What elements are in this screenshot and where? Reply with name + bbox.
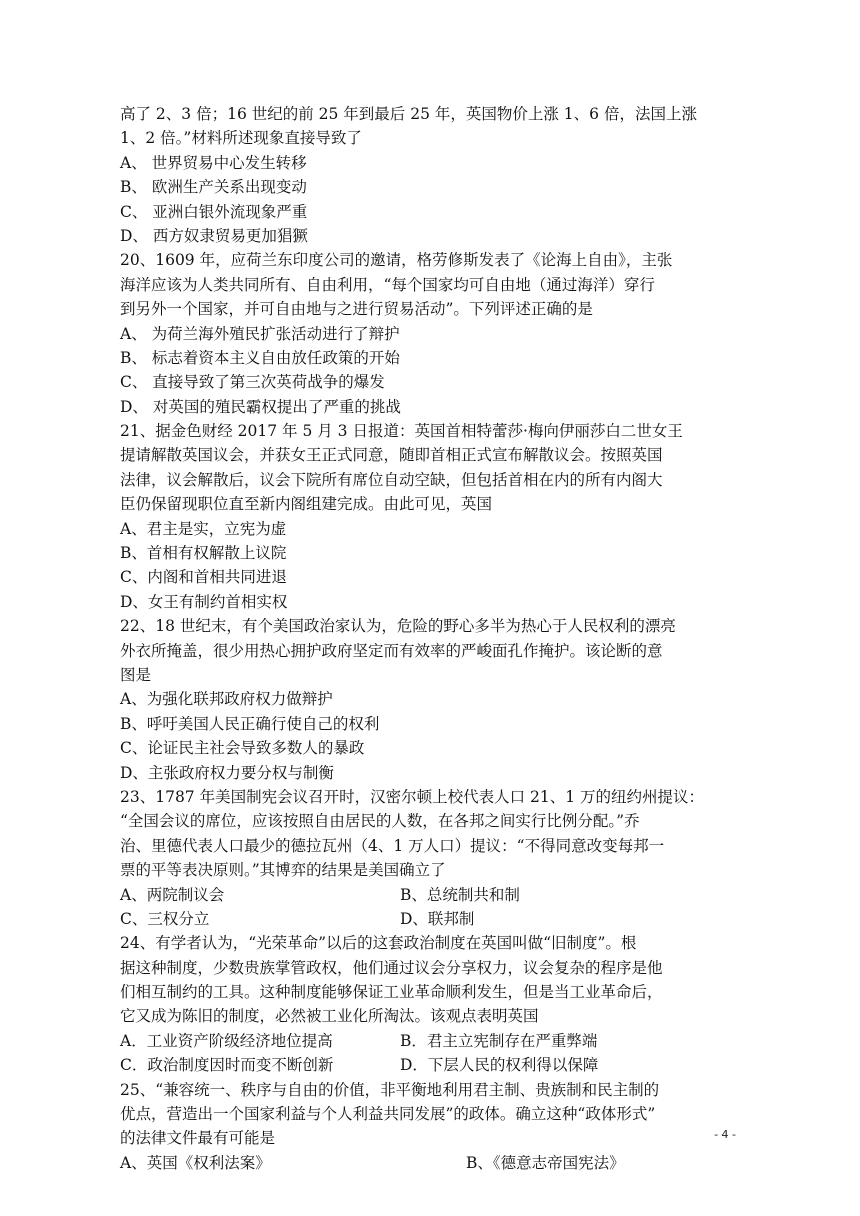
stem-line: 图是 [120,665,152,684]
stem-line: 到另外一个国家，并可自由地与之进行贸易活动”。下列评述正确的是 [120,300,593,319]
question-25-options [120,1151,760,1175]
stem-line: 票的平等表决原则。”其博弈的结果是美国确立了 [120,861,446,880]
stem-line: 的法律文件最有可能是 [120,1129,276,1148]
stem-line: 们相互制约的工具。这种制度能够保证工业革命顺利发生，但是当工业革命后， [120,983,663,1002]
stem-line: 臣仍保留现职位直至新内阁组建完成。由此可见，英国 [120,495,493,514]
stem-line: 24、有学者认为，“光荣革命”以后的这套政治制度在英国叫做“旧制度”。根 [120,934,637,953]
option-b: B、首相有权解散上议院 [120,544,287,563]
question-24-options [120,1029,760,1078]
stem-line: 23、1787 年美国制宪会议召开时，汉密尔顿上校代表人口 21、1 万的纽约州提议： [120,787,705,806]
question-21-stem [120,419,760,517]
option-row [120,907,760,931]
question-25-stem [120,1078,760,1151]
stem-line: “全国会议的席位，应该按照自由居民的人数，在各邦之间实行比例分配。”乔 [120,812,640,831]
stem-line: 它又成为陈旧的制度，必然被工业化所淘汰。该观点表明英国 [120,1007,539,1026]
option-a: A．工业资产阶级经济地位提高 [120,1031,333,1050]
option-d: D、主张政府权力要分权与制衡 [120,763,334,782]
option-b: B、《德意志帝国宪法》 [466,1153,625,1172]
option-d: D、 对英国的殖民霸权提出了严重的挑战 [120,397,401,416]
question-20-stem [120,248,760,321]
option-c: C、内阁和首相共同进退 [120,568,287,587]
option-a: A、 世界贸易中心发生转移 [120,153,307,172]
option-a: A、英国《权利法案》 [120,1153,271,1172]
question-22-options [120,687,760,785]
option-row [120,1053,760,1077]
option-b: B、 标志着资本主义自由放任政策的开始 [120,348,400,367]
stem-line: 20、1609 年，应荷兰东印度公司的邀请，格劳修斯发表了《论海上自由》，主张 [120,251,673,270]
stem-line: 高了 2、3 倍；16 世纪的前 25 年到最后 25 年，英国物价上涨 1、6 倍，法国上涨 [120,105,697,123]
option-c: C、三权分立 [120,909,210,928]
question-24-stem [120,931,760,1029]
question-19-options [120,151,760,249]
option-a: A、君主是实，立宪为虚 [120,519,287,538]
option-d: D、 西方奴隶贸易更加猖獗 [120,226,308,245]
option-b: B、总统制共和制 [400,885,520,904]
option-d: D、女王有制约首相实权 [120,592,288,611]
stem-line: 21、据金色财经 2017 年 5 月 3 日报道：英国首相特蕾莎·梅向伊丽莎白二世女王 [120,422,683,441]
stem-line: 优点，营造出一个国家利益与个人利益共同发展”的政体。确立这种“政体形式” [120,1105,656,1124]
question-23-options [120,883,760,932]
stem-line: 提请解散英国议会，并获女王正式同意，随即首相正式宣布解散议会。按照英国 [120,446,663,465]
stem-line: 据这种制度，少数贵族掌管政权，他们通过议会分享权力，议会复杂的程序是他 [120,958,663,977]
exam-content [120,102,760,1175]
question-20-options [120,322,760,420]
option-c: C、论证民主社会导致多数人的暴政 [120,739,365,758]
option-d: D、联邦制 [400,909,475,928]
stem-line: 22、18 世纪末，有个美国政治家认为，危险的野心多半为热心于人民权利的漂亮 [120,617,676,636]
stem-line: 外衣所掩盖，很少用热心拥护政府坚定而有效率的严峻面孔作掩护。该论断的意 [120,641,663,660]
stem-line: 1、2 倍。”材料所述现象直接导致了 [120,129,362,148]
stem-line: 海洋应该为人类共同所有、自由利用，“每个国家均可自由地（通过海洋）穿行 [120,275,655,294]
option-row [120,1029,760,1053]
option-a: A、两院制议会 [120,885,225,904]
stem-line: 治、里德代表人口最少的德拉瓦州（4、1 万人口）提议：“不得同意改变每邦一 [120,836,665,855]
stem-line: 法律，议会解散后，议会下院所有席位自动空缺，但包括首相在内的所有内阁大 [120,470,663,489]
page-number: - 4 - [714,1128,736,1141]
option-row [120,1151,760,1175]
option-d: D．下层人民的权利得以保障 [400,1056,599,1075]
question-22-stem [120,614,760,687]
option-c: C、 亚洲白银外流现象严重 [120,202,308,221]
option-a: A、为强化联邦政府权力做辩护 [120,690,333,709]
stem-line: 25、“兼容统一、秩序与自由的价值，非平衡地利用君主制、贵族制和民主制的 [120,1080,660,1099]
option-c: C、 直接导致了第三次英荷战争的爆发 [120,373,385,392]
question-23-stem [120,785,760,883]
question-19-stem [120,102,760,151]
question-21-options [120,517,760,615]
option-b: B．君主立宪制存在严重弊端 [400,1031,598,1050]
option-c: C．政治制度因时而变不断创新 [120,1056,334,1075]
option-b: B、 欧洲生产关系出现变动 [120,178,307,197]
option-b: B、呼吁美国人民正确行使自己的权利 [120,714,380,733]
option-row [120,883,760,907]
option-a: A、 为荷兰海外殖民扩张活动进行了辩护 [120,324,400,343]
